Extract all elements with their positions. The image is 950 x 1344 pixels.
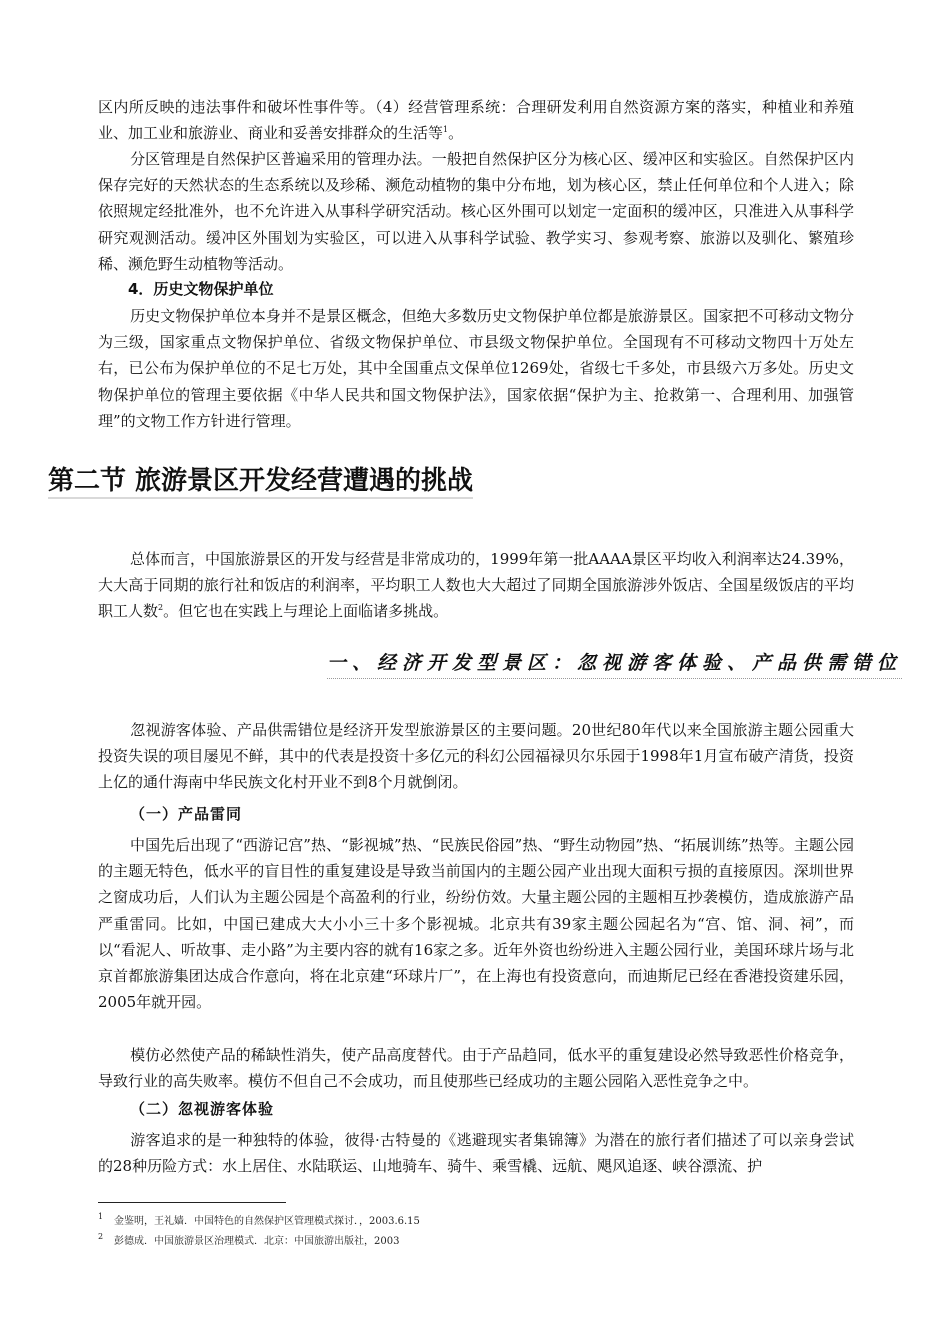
paragraph-imitation: 模仿必然使产品的稀缺性消失，使产品高度替代。由于产品趋同，低水平的重复建设必然导致恶性价格竞争，导致行业的高失败率。模仿不但自己不会成功，而且使那些已经成功的主题公园陷入恶性竞争之中。 [98,1046,854,1091]
heading-ignore-experience: （二）忽视游客体验 [130,1100,275,1118]
paragraph-zoning: 分区管理是自然保护区普遍采用的管理办法。一般把自然保护区分为核心区、缓冲区和实验区。自然保护区内保存完好的天然状态的生态系统以及珍稀、濒危动植物的集中分布地，划为核心区，禁止任何单位和个人进入；除依照规定经批准外，也不允许进入从事科学研究活动。核心区外围可以划定一定面积的缓冲区，只准进入从事科学研究观测活动。缓冲区外围划为实验区，可以进入从事科学试验、教学实习、参观考察、旅游以及驯化、繁殖珍稀、濒危野生动植物等活动。 [98,150,854,273]
footnote-2: 2 彭德成．中国旅游景区治理模式．北京：中国旅游出版社，2003 [98,1232,400,1247]
paragraph-theme-parks: 中国先后出现了“西游记宫”热、“影视城”热、“民族民俗园”热、“野生动物园”热、“拓展训练”热等。主题公园的主题无特色，低水平的盲目性的重复建设是导致当前国内的主题公园产业出现大面积亏损的直接原因。深圳世界之窗成功后，人们认为主题公园是个高盈利的行业，纷纷仿效。大量主题公园的主题相互抄袭模仿，造成旅游产品严重雷同。比如，中国已建成大大小小三十多个影视城。北京共有39家主题公园起名为“宫、馆、洞、祠”，而以“看泥人、听故事、走小路”为主要内容的就有16家之多。近年外资也纷纷进入主题公园行业，美国环球片场与北京首都旅游集团达成合作意向，将在北京建“环球片厂”，在上海也有投资意向，而迪斯尼已经在香港投资建乐园，2005年就开园。 [98,836,854,1012]
footnote-ref-2[interactable]: 2 [158,603,164,613]
paragraph-management-system: 区内所反映的违法事件和破坏性事件等。（4）经营管理系统：合理研发利用自然资源方案的落实，种植业和养殖业、加工业和旅游业、商业和妥善安排群众的生活等$^1$。 [98,98,854,143]
paragraph-mismatch: 忽视游客体验、产品供需错位是经济开发型旅游景区的主要问题。20世纪80年代以来全国旅游主题公园重大投资失误的项目屡见不鲜，其中的代表是投资十多亿元的科幻公园福禄贝尔乐园于1998年1月宣布破产清货，投资上亿的通什海南中华民族文化村开业不到8个月就倒闭。 [98,721,854,792]
paragraph-overview: 总体而言，中国旅游景区的开发与经营是非常成功的，1999年第一批AAAA景区平均收入利润率达24.39%，大大高于同期的旅行社和饭店的利润率，平均职工人数也大大超过了同期全国旅游涉外饭店、全国星级饭店的平均职工人数$^2$。但它也在实践上与理论上面临诸多挑战。 [98,550,854,621]
footnote-ref-1[interactable]: 1 [443,125,449,135]
heading-product-similarity: （一）产品雷同 [130,805,243,823]
paragraph-heritage: 历史文物保护单位本身并不是景区概念，但绝大多数历史文物保护单位都是旅游景区。国家把不可移动文物分为三级，国家重点文物保护单位、省级文物保护单位、市县级文物保护单位。全国现有不可移动文物四十万处左右，已公布为保护单位的不足七万处，其中全国重点文保单位1269处，省级七千多处，市县级六万多处。历史文物保护单位的管理主要依据《中华人民共和国文物保护法》，国家依据“保护为主、抢救第一、合理利用、加强管理”的文物工作方针进行管理。 [98,307,854,430]
paragraph-experience: 游客追求的是一种独特的体验，彼得·古特曼的《逃避现实者集锦簿》为潜在的旅行者们描述了可以亲身尝试的28种历险方式：水上居住、水陆联运、山地骑车、骑牛、乘雪橇、远航、飓风追逐、峡谷漂流、护 [98,1131,854,1176]
subsection-title: 一、经济开发型景区：忽视游客体验、产品供需错位 [327,648,902,675]
section-title: 第二节 旅游景区开发经营遭遇的挑战 [48,460,473,497]
heading-heritage-units: 4．历史文物保护单位 [128,280,274,298]
footnote-1: 1 金鉴明，王礼嫱．中国特色的自然保护区管理模式探讨．，2003.6.15 [98,1212,420,1227]
footnote-divider [98,1202,286,1203]
